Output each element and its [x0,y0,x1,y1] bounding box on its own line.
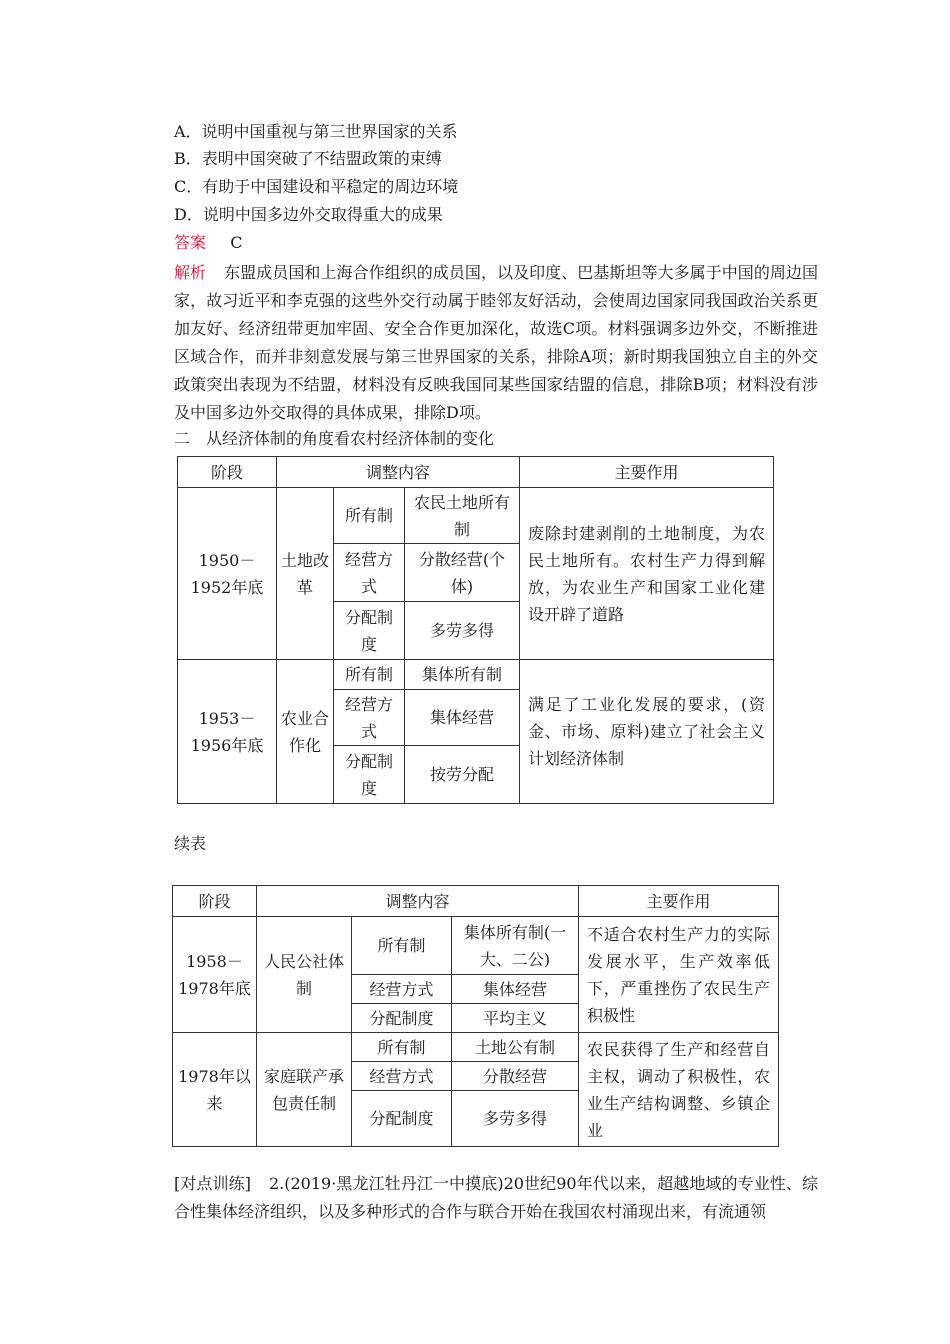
analysis-text: 东盟成员国和上海合作组织的成员国，以及印度、巴基斯坦等大多属于中国的周边国家，故习近平和李克强的这些外交行动属于睦邻友好活动，会使周边国家同我国政治关系更加友好、经济纽带更加牢固、安全合作更加深化，故选C项。材料强调多边外交，不断推进区域合作，而并非刻意发展与第三世界国家的关系，排除A项；新时期我国独立自主的外交政策突出表现为不结盟，材料没有反映我国同某些国家结盟的信息，排除B项；材料没有涉及中国多边外交取得的具体成果，排除D项。 [174,263,818,422]
table-row [178,660,774,690]
aspect-cell: 所有制 [334,488,405,544]
aspect-cell: 经营方式 [352,975,452,1004]
aspect-cell: 经营方式 [352,1062,452,1091]
content-cell: 农民土地所有制 [405,488,520,544]
table-row [178,488,774,544]
header-effect: 主要作用 [520,457,774,488]
section-title: 二 从经济体制的角度看农村经济体制的变化 [174,429,495,448]
option-b: B．表明中国突破了不结盟政策的束缚 [174,149,442,168]
answer-label: 答案 [174,233,207,252]
period-cell: 1953－1956年底 [178,660,277,804]
continued-label: 续表 [174,834,207,853]
table-1 [177,456,774,804]
table-row [173,1033,779,1062]
aspect-cell: 分配制度 [334,602,405,660]
header-period: 阶段 [173,886,257,917]
effect-cell: 农民获得了生产和经营自主权，调动了积极性，农业生产结构调整、乡镇企业 [579,1033,779,1147]
header-period: 阶段 [178,457,277,488]
answer-line [174,231,242,255]
content-cell: 集体经营 [405,690,520,746]
practice-label: [对点训练] [174,1174,251,1193]
effect-cell: 不适合农村生产力的实际发展水平，生产效率低下，严重挫伤了农民生产积极性 [579,917,779,1033]
header-adjustment: 调整内容 [277,457,520,488]
aspect-cell: 经营方式 [334,690,405,746]
reform-cell: 家庭联产承包责任制 [257,1033,352,1147]
content-cell: 分散经营(个体) [405,544,520,602]
period-cell: 1958－1978年底 [173,917,257,1033]
table-row [173,917,779,975]
analysis-label: 解析 [174,263,207,282]
reform-cell: 农业合作化 [277,660,334,804]
content-cell: 集体所有制(一大、二公) [452,917,579,975]
aspect-cell: 分配制度 [334,746,405,804]
content-cell: 多劳多得 [405,602,520,660]
practice-text: 2.(2019·黑龙江牡丹江一中摸底)20世纪90年代以来，超越地域的专业性、综合性集体经济组织，以及多种形式的合作与联合开始在我国农村涌现出来，有流通领 [174,1174,818,1221]
aspect-cell: 分配制度 [352,1091,452,1147]
reform-cell: 土地改革 [277,488,334,660]
reform-cell: 人民公社体制 [257,917,352,1033]
content-cell: 平均主义 [452,1004,579,1033]
aspect-cell: 分配制度 [352,1004,452,1033]
content-cell: 分散经营 [452,1062,579,1091]
content-cell: 多劳多得 [452,1091,579,1147]
content-cell: 集体经营 [452,975,579,1004]
effect-cell: 满足了工业化发展的要求，(资金、市场、原料)建立了社会主义计划经济体制 [520,660,774,804]
analysis-block [174,259,818,427]
effect-cell: 废除封建剥削的土地制度，为农民土地所有。农村生产力得到解放，为农业生产和国家工业化建设开辟了道路 [520,488,774,660]
table-2-header-row [173,886,779,917]
period-cell: 1950－1952年底 [178,488,277,660]
header-adjustment: 调整内容 [257,886,579,917]
option-c: C．有助于中国建设和平稳定的周边环境 [174,177,459,196]
aspect-cell: 所有制 [334,660,405,690]
aspect-cell: 所有制 [352,917,452,975]
answer-value: C [230,233,243,252]
option-d: D．说明中国多边外交取得重大的成果 [174,205,443,224]
content-cell: 集体所有制 [405,660,520,690]
aspect-cell: 经营方式 [334,544,405,602]
practice-block [174,1170,818,1226]
table-2 [172,885,779,1147]
aspect-cell: 所有制 [352,1033,452,1062]
header-effect: 主要作用 [579,886,779,917]
table-1-header-row [178,457,774,488]
period-cell: 1978年以来 [173,1033,257,1147]
content-cell: 土地公有制 [452,1033,579,1062]
content-cell: 按劳分配 [405,746,520,804]
option-a: A．说明中国重视与第三世界国家的关系 [174,122,458,141]
